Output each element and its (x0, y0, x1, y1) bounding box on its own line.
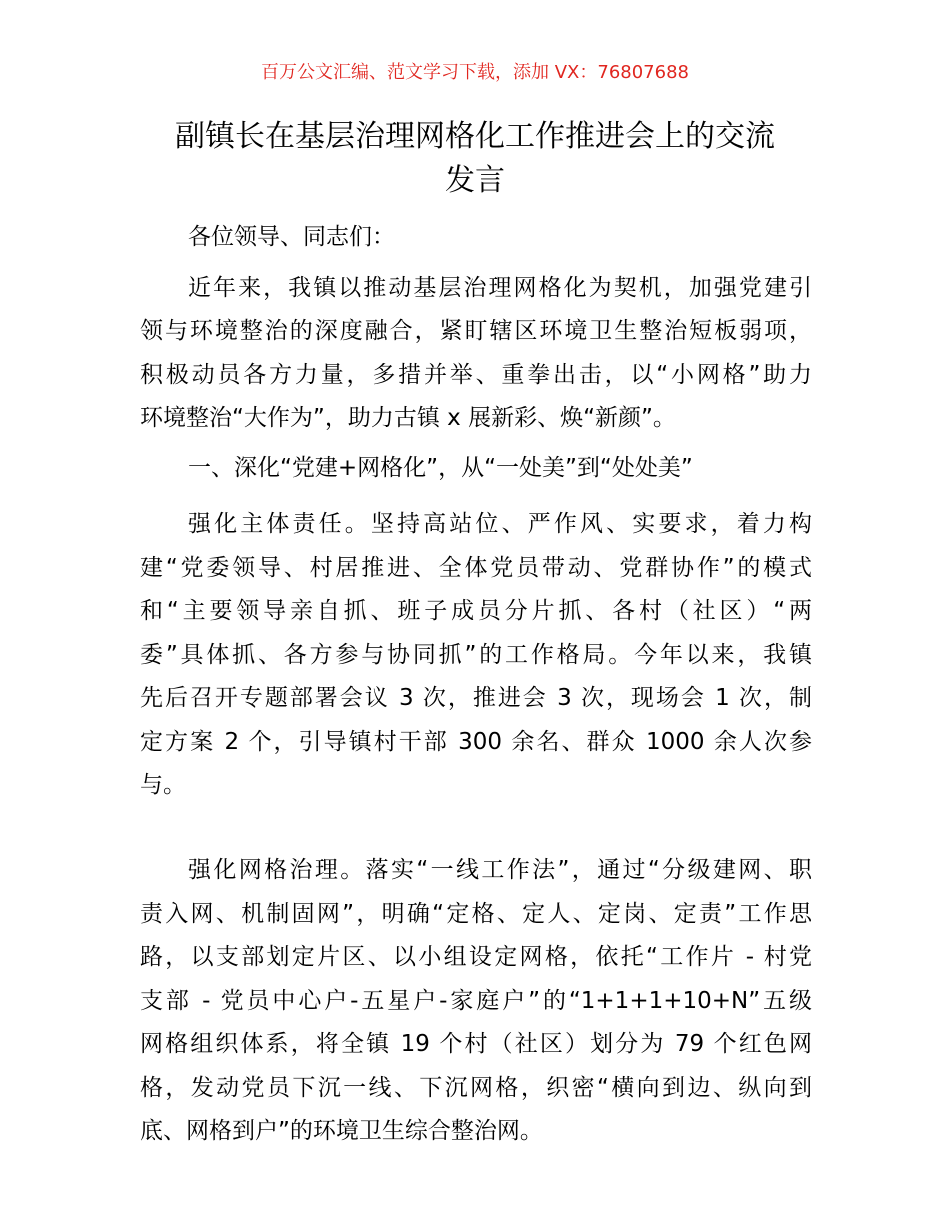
paragraph-line: 网格组织体系，将全镇 19 个村（社区）划分为 79 个红色网 (140, 1031, 812, 1057)
paragraph-line: 格，发动党员下沉一线、下沉网格，织密“横向到边、纵向到 (140, 1075, 812, 1101)
greeting: 各位领导、同志们： (188, 224, 395, 250)
paragraph-line: 路，以支部划定片区、以小组设定网格，依托“工作片 - 村党 (140, 944, 812, 970)
document-title-line-2: 发言 (445, 163, 505, 198)
paragraph-line: 强化主体责任。坚持高站位、严作风、实要求，着力构 (188, 511, 812, 537)
paragraph-line: 支部 - 党员中心户-五星户-家庭户”的“1+1+1+10+N”五级 (140, 988, 812, 1014)
paragraph-line: 建“党委领导、村居推进、全体党员带动、党群协作”的模式 (140, 555, 812, 581)
paragraph-line: 和“主要领导亲自抓、班子成员分片抓、各村（社区）“两 (140, 598, 812, 624)
document-title-line-1: 副镇长在基层治理网格化工作推进会上的交流 (175, 119, 775, 154)
paragraph-line: 领与环境整治的深度融合，紧盯辖区环境卫生整治短板弱项， (140, 318, 812, 344)
paragraph-line: 底、网格到户”的环境卫生综合整治网。 (140, 1118, 543, 1144)
paragraph-line: 定方案 2 个，引导镇村干部 300 余名、群众 1000 余人次参 (140, 729, 812, 755)
paragraph-line: 先后召开专题部署会议 3 次，推进会 3 次，现场会 1 次，制 (140, 685, 812, 711)
paragraph-line: 强化网格治理。落实“一线工作法”，通过“分级建网、职 (188, 857, 812, 883)
paragraph-line: 积极动员各方力量，多措并举、重拳出击，以“小网格”助力 (140, 362, 812, 388)
paragraph-line: 近年来，我镇以推动基层治理网格化为契机，加强党建引 (188, 275, 812, 301)
section-heading: 一、深化“党建+网格化”，从“一处美”到“处处美” (188, 455, 693, 481)
paragraph-line: 与。 (140, 772, 186, 798)
paragraph-line: 委”具体抓、各方参与协同抓”的工作格局。今年以来，我镇 (140, 642, 812, 668)
paragraph-line: 责入网、机制固网”，明确“定格、定人、定岗、定责”工作思 (140, 901, 812, 927)
watermark-header: 百万公文汇编、范文学习下载，添加 VX：76807688 (261, 62, 689, 83)
paragraph-line: 环境整治“大作为”，助力古镇 x 展新彩、焕“新颜”。 (140, 405, 676, 431)
